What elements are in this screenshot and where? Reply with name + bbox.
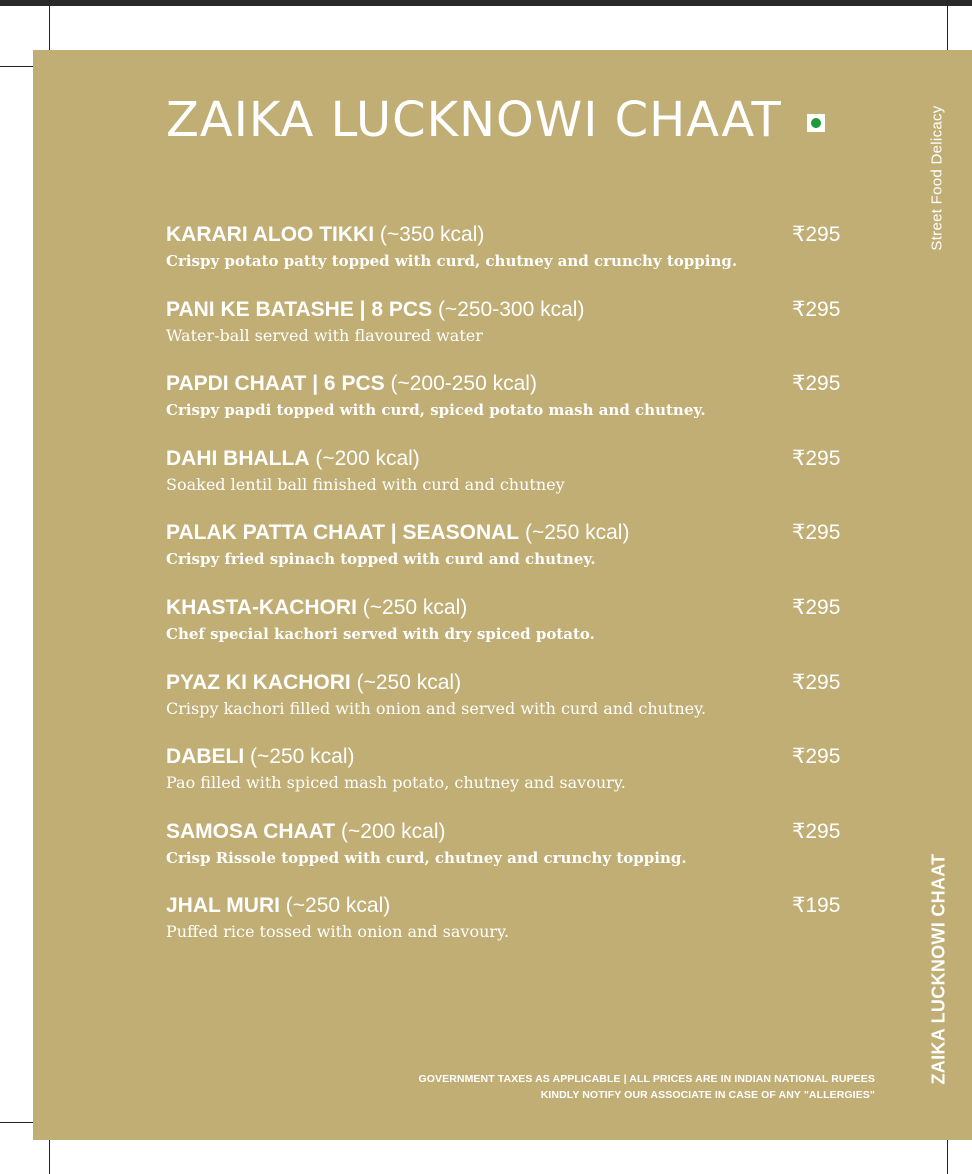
item-description: Pao filled with spiced mash potato, chutney and savoury.: [166, 773, 626, 793]
crop-mark: [49, 0, 50, 50]
menu-item: [166, 670, 846, 745]
item-price: ₹295: [792, 745, 841, 769]
menu-item: [166, 222, 846, 297]
menu-item: [166, 520, 846, 595]
item-name: DAHI BHALLA: [166, 446, 310, 470]
item-name: PYAZ KI KACHORI: [166, 670, 351, 694]
item-description: Crispy papdi topped with curd, spiced potato mash and chutney.: [166, 401, 706, 420]
item-heading: [166, 893, 390, 919]
item-price: ₹295: [792, 223, 841, 246]
item-kcal: (~200 kcal): [341, 819, 446, 843]
item-kcal: (~250 kcal): [524, 521, 630, 545]
footer-taxes-note: GOVERNMENT TAXES AS APPLICABLE | ALL PRICES ARE IN INDIAN NATIONAL RUPEES: [418, 1073, 875, 1085]
item-kcal: (~250 kcal): [250, 745, 355, 769]
top-border: [0, 0, 972, 6]
item-kcal: (~200-250 kcal): [390, 372, 537, 396]
veg-mark-icon: [807, 114, 825, 132]
item-heading: [166, 520, 629, 546]
menu-item: [166, 595, 846, 670]
item-name: SAMOSA CHAAT: [166, 819, 336, 843]
item-description: Crispy potato patty topped with curd, chutney and crunchy topping.: [166, 252, 738, 270]
item-kcal: (~250 kcal): [362, 595, 468, 619]
item-heading: [166, 446, 420, 472]
item-price: ₹295: [792, 595, 841, 619]
crop-mark: [947, 1140, 948, 1174]
item-heading: [166, 297, 584, 323]
item-name: DABELI: [166, 745, 245, 769]
item-price: ₹295: [792, 819, 841, 843]
item-price: ₹195: [792, 894, 841, 918]
menu-item: [166, 893, 846, 968]
menu-item: [166, 297, 846, 372]
item-price: ₹295: [792, 446, 841, 470]
item-heading: [166, 819, 445, 845]
menu-item: [166, 371, 846, 446]
item-kcal: (~200 kcal): [315, 446, 420, 470]
item-description: Crisp Rissole topped with curd, chutney and crunchy topping.: [166, 848, 687, 867]
side-title-text: ZAIKA LUCKNOWI CHAAT: [928, 853, 949, 1085]
menu-items: [166, 222, 846, 968]
item-price: ₹295: [792, 670, 841, 694]
item-description: Water-ball served with flavoured water: [166, 325, 483, 345]
item-name: PAPDI CHAAT | 6 PCS: [166, 372, 385, 396]
item-heading: [166, 670, 461, 696]
item-price: ₹295: [792, 372, 841, 396]
side-tagline-text: Street Food Delicacy: [928, 105, 946, 251]
item-description: Crispy kachori filled with onion and served with curd and chutney.: [166, 698, 707, 718]
item-name: PANI KE BATASHE | 8 PCS: [166, 297, 433, 321]
item-name: JHAL MURI: [166, 894, 280, 918]
item-name: PALAK PATTA CHAAT | SEASONAL: [166, 521, 520, 545]
menu-item: [166, 446, 846, 521]
menu-item: [166, 744, 846, 819]
item-kcal: (~250-300 kcal): [437, 297, 585, 321]
item-description: Soaked lentil ball finished with curd and chutney: [166, 474, 565, 494]
item-kcal: (~250 kcal): [356, 670, 462, 694]
item-price: ₹295: [792, 297, 841, 321]
item-heading: [166, 371, 537, 397]
item-heading: [166, 744, 354, 770]
item-price: ₹295: [792, 521, 841, 545]
item-heading: [166, 222, 484, 248]
menu-footer: [418, 1071, 875, 1103]
item-description: Chef special kachori served with dry spiced potato.: [166, 624, 595, 643]
item-name: KARARI ALOO TIKKI: [166, 223, 375, 246]
item-kcal: (~350 kcal): [379, 223, 485, 246]
item-heading: [166, 595, 467, 621]
veg-dot-icon: [811, 118, 821, 128]
item-name: KHASTA-KACHORI: [166, 595, 357, 619]
crop-mark: [947, 0, 948, 50]
item-description: Puffed rice tossed with onion and savoury.: [166, 922, 510, 942]
menu-title: ZAIKA LUCKNOWI CHAAT: [166, 92, 782, 148]
crop-mark: [49, 1140, 50, 1174]
menu-item: [166, 819, 846, 894]
crop-mark: [0, 1122, 33, 1123]
item-description: Crispy fried spinach topped with curd and chutney.: [166, 550, 596, 569]
item-kcal: (~250 kcal): [285, 894, 391, 918]
footer-allergy-note: KINDLY NOTIFY OUR ASSOCIATE IN CASE OF ANY "ALLERGIES": [540, 1089, 875, 1101]
crop-mark: [0, 66, 33, 67]
